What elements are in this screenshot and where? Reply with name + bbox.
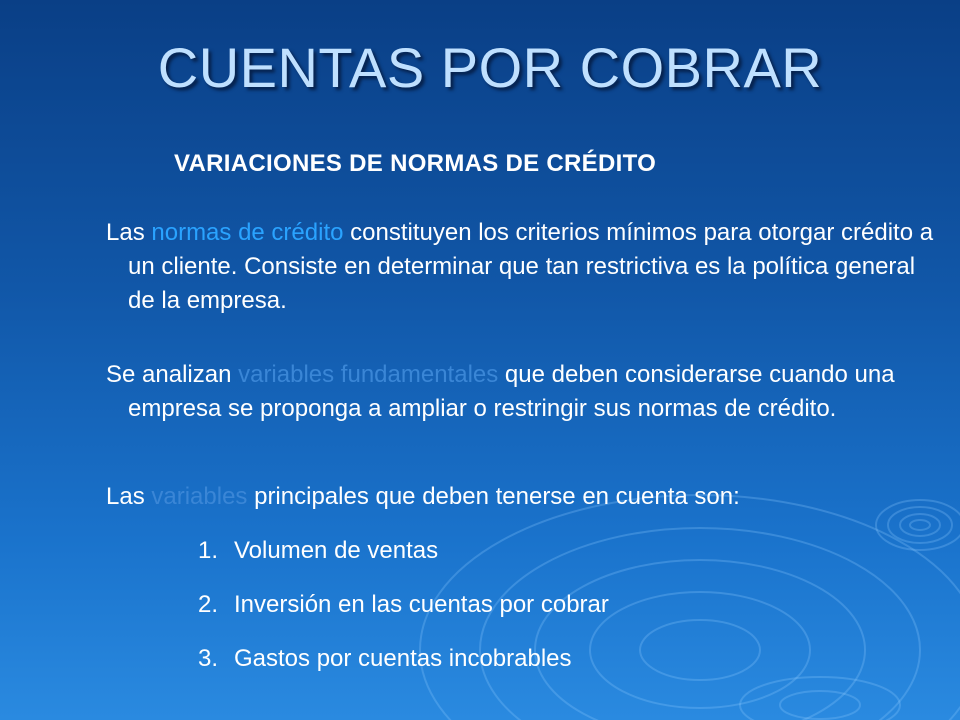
paragraph-text: Se analizan: [106, 361, 239, 388]
paragraph-fundamental-variables: [106, 358, 948, 426]
highlighted-term: variables: [151, 483, 248, 510]
list-item-text: Volumen de ventas: [234, 537, 439, 564]
paragraph-text: principales que deben tenerse en cuenta son:: [247, 483, 740, 510]
list-item: [198, 642, 609, 696]
paragraph-text: Las: [106, 483, 152, 510]
slide-title: CUENTAS POR COBRAR: [157, 36, 823, 99]
list-item: [198, 534, 609, 588]
highlighted-term: variables fundamentales: [238, 361, 499, 388]
list-number: 1.: [198, 537, 219, 564]
paragraph-text: que deben considerarse cuando una empresa se proponga a ampliar o restringir sus normas de crédito.: [128, 361, 895, 422]
paragraph-text: Las: [106, 219, 152, 246]
highlighted-term: normas de crédito: [151, 219, 344, 246]
list-number: 2.: [198, 591, 219, 618]
list-item-text: Inversión en las cuentas por cobrar: [234, 591, 609, 618]
paragraph-text: constituyen los criterios mínimos para otorgar crédito a un cliente. Consiste en determinar que tan restrictiva es la política general de la empresa.: [128, 219, 934, 314]
slide-subtitle: VARIACIONES DE NORMAS DE CRÉDITO: [174, 150, 657, 177]
list-number: 3.: [198, 645, 219, 672]
paragraph-credit-norms: [106, 216, 948, 318]
paragraph-main-variables: [106, 480, 948, 514]
list-item: [198, 588, 609, 642]
variables-list: [198, 534, 609, 696]
list-item-text: Gastos por cuentas incobrables: [234, 645, 572, 672]
